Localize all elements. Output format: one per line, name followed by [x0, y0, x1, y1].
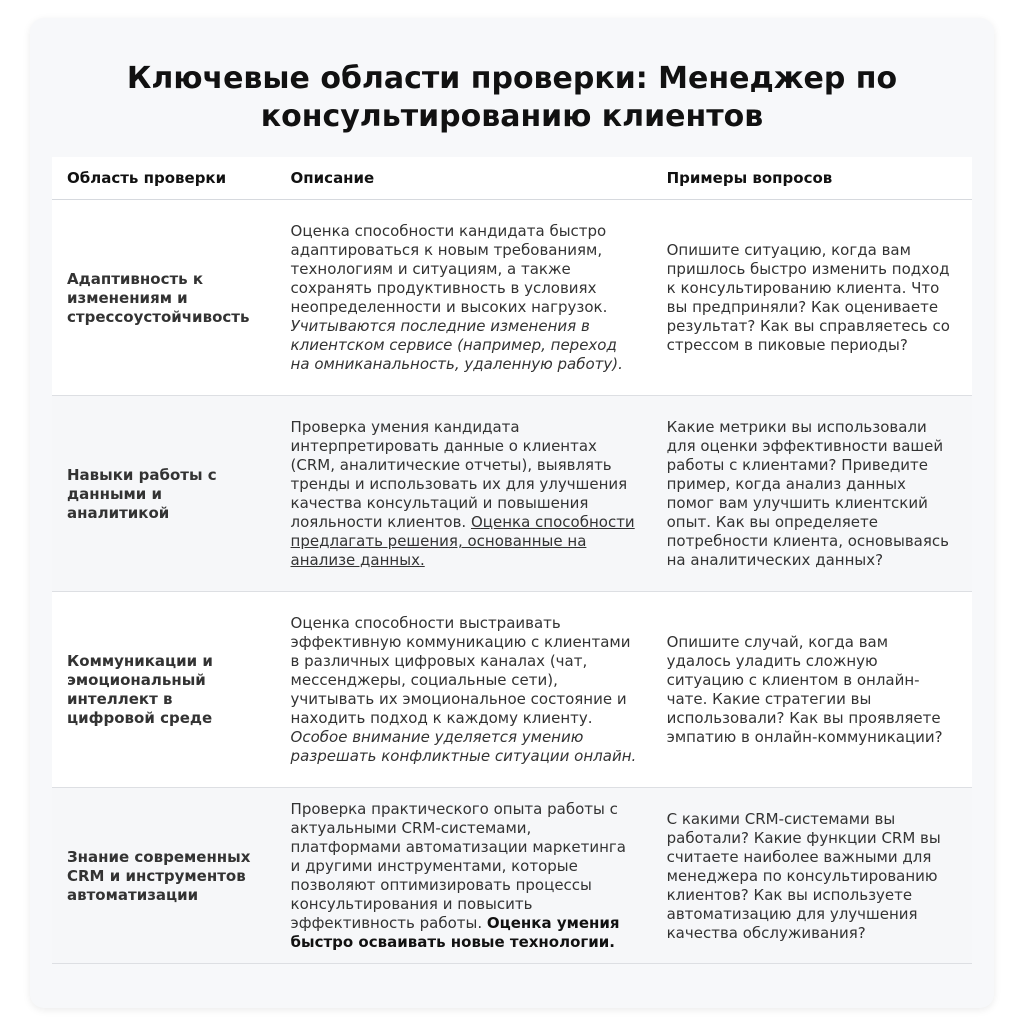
row-area: Навыки работы с данными и аналитикой — [52, 396, 276, 592]
row-description — [276, 788, 652, 964]
header-examples: Примеры вопросов — [652, 157, 972, 200]
description-main-text: Оценка способности кандидата быстро адаптироваться к новым требованиям, технологиям и ситуациям, а также сохранять продуктивность в условиях неопределенности и высоких нагрузок. — [290, 222, 608, 316]
verification-areas-table — [52, 157, 972, 964]
table-row — [52, 592, 972, 788]
header-area: Область проверки — [52, 157, 276, 200]
row-area: Коммуникации и эмоциональный интеллект в цифровой среде — [52, 592, 276, 788]
row-examples: Опишите случай, когда вам удалось уладить сложную ситуацию с клиентом в онлайн-чате. Какие стратегии вы использовали? Как вы проявляете эмпатию в онлайн-коммуникации? — [652, 592, 972, 788]
page-title-line-1: Ключевые области проверки: Менеджер по — [126, 61, 898, 96]
row-description — [276, 592, 652, 788]
row-area: Знание современных CRM и инструментов автоматизации — [52, 788, 276, 964]
table-header-row — [52, 157, 972, 200]
header-description: Описание — [276, 157, 652, 200]
row-examples: С какими CRM-системами вы работали? Какие функции CRM вы считаете наиболее важными для менеджера по консультированию клиентов? Как вы используете автоматизацию для улучшения качества обслуживания? — [652, 788, 972, 964]
row-area: Адаптивность к изменениям и стрессоустойчивость — [52, 200, 276, 396]
description-note-italic: Особое внимание уделяется умению разрешать конфликтные ситуации онлайн. — [290, 728, 637, 765]
table-row — [52, 396, 972, 592]
row-description — [276, 200, 652, 396]
page-title-line-2: консультированию клиентов — [260, 99, 764, 134]
description-note-underlined: Оценка способности предлагать решения, основанные на анализе данных. — [290, 513, 635, 569]
row-description — [276, 396, 652, 592]
row-examples: Опишите ситуацию, когда вам пришлось быстро изменить подход к консультированию клиента. Что вы предприняли? Как оцениваете результат? Как вы справляетесь со стрессом в пиковые периоды? — [652, 200, 972, 396]
row-examples: Какие метрики вы использовали для оценки эффективности вашей работы с клиентами? Приведите пример, когда анализ данных помог вам улучшить клиентский опыт. Как вы определяете потребности клиента, основываясь на аналитических данных? — [652, 396, 972, 592]
description-note-bold: Оценка умения быстро осваивать новые технологии. — [290, 914, 620, 951]
description-note-italic: Учитываются последние изменения в клиентском сервисе (например, переход на омниканальность, удаленную работу). — [290, 317, 623, 373]
description-main-text: Проверка практического опыта работы с актуальными CRM-системами, платформами автоматизации маркетинга и другими инструментами, которые позволяют оптимизировать процессы консультирования и повысить эффективность работы. — [290, 800, 627, 932]
description-main-text: Проверка умения кандидата интерпретировать данные о клиентах (CRM, аналитические отчеты), выявлять тренды и использовать их для улучшения качества консультаций и повышения лояльности клиентов. — [290, 418, 628, 531]
table-row — [52, 788, 972, 964]
description-main-text: Оценка способности выстраивать эффективную коммуникацию с клиентами в различных цифровых каналах (чат, мессенджеры, социальные сети), учитывать их эмоциональное состояние и находить подход к каждому клиенту. — [290, 614, 631, 727]
table-row — [52, 200, 972, 396]
page-title — [0, 60, 1024, 136]
